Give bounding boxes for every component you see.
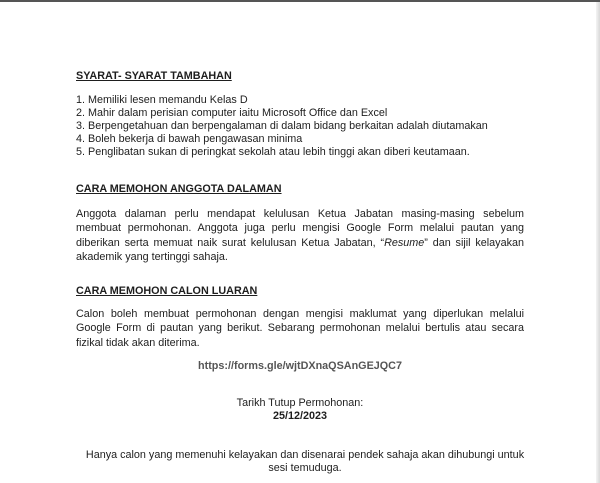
list-item: 2. Mahir dalam perisian computer iaitu Microsoft Office dan Excel <box>76 107 388 119</box>
list-item: 1. Memiliki lesen memandu Kelas D <box>76 94 248 106</box>
list-item: 5. Penglibatan sukan di peringkat sekolah atau lebih tinggi akan diberi keutamaan. <box>76 146 470 158</box>
paragraph-text: ” dan sijil kelayakan akademik yang tertinggi sahaja. <box>76 236 524 263</box>
list-item: 4. Boleh bekerja di bawah pengawasan minima <box>76 133 303 145</box>
google-form-link[interactable]: https://forms.gle/wjtDXnaQSAnGEJQC7 <box>198 360 402 372</box>
paragraph-text: Anggota dalaman perlu mendapat kelulusan Ketua Jabatan masing-masing sebelum membuat permohonan. Anggota juga perlu mengisi Google Form melalui pautan yang diberikan serta memuat naik surat kelulusan Ketua Jabatan, “ <box>76 208 524 249</box>
page-edge-shadow <box>596 2 600 483</box>
requirements-list <box>76 94 488 159</box>
paragraph-anggota-dalaman <box>76 207 524 264</box>
closing-date: 25/12/2023 <box>272 410 328 422</box>
heading-syarat-tambahan: SYARAT- SYARAT TAMBAHAN <box>76 70 232 82</box>
closing-date-label: Tarikh Tutup Permohonan: <box>236 397 364 409</box>
paragraph-calon-luaran: Calon boleh membuat permohonan dengan mengisi maklumat yang diperlukan melalui Google Form di pautan yang berikut. Sebarang permohonan melalui bertulis atau secara fizikal tidak akan diterima. <box>76 308 524 349</box>
shortlist-note: Hanya calon yang memenuhi kelayakan dan disenarai pendek sahaja akan dihubungi untuk sesi temuduga. <box>85 449 525 474</box>
heading-anggota-dalaman: CARA MEMOHON ANGGOTA DALAMAN <box>76 183 282 195</box>
resume-italic: Resume <box>384 236 425 249</box>
heading-calon-luaran: CARA MEMOHON CALON LUARAN <box>76 285 258 297</box>
top-border <box>0 0 600 2</box>
list-item: 3. Berpengetahuan dan berpengalaman di dalam bidang berkaitan adalah diutamakan <box>76 120 488 132</box>
